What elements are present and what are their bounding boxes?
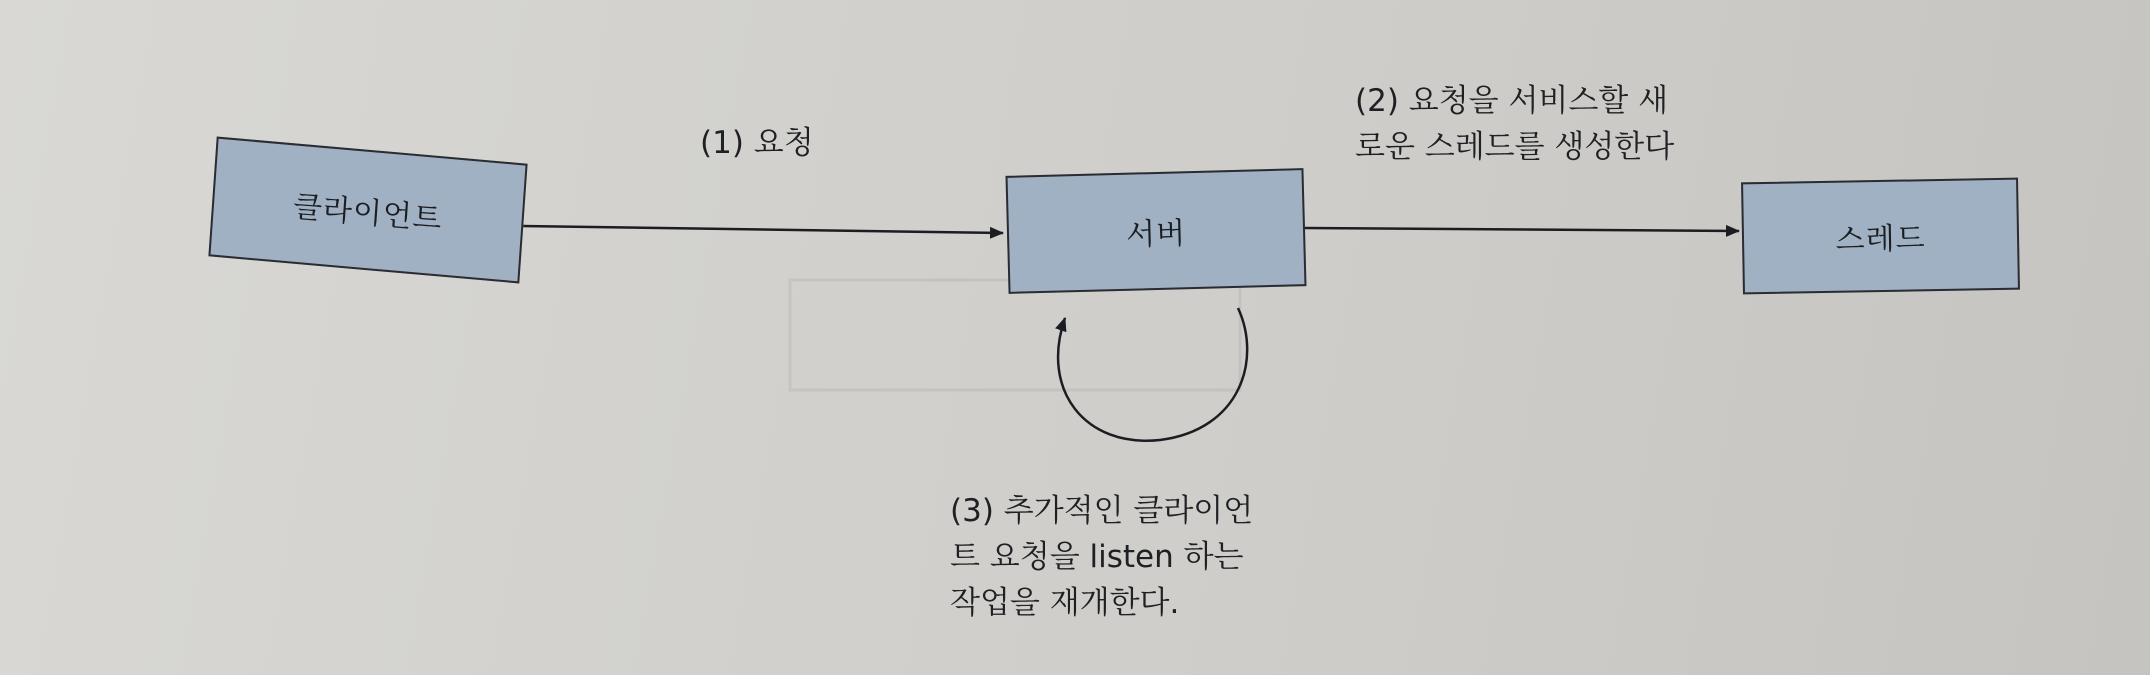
edge-server-to-thread — [1305, 228, 1739, 231]
edge-label-new-thread-line1: (2) 요청을 서비스할 새 — [1355, 83, 1669, 119]
thread-node-label: 스레드 — [1835, 221, 1926, 258]
bleed-through-rect — [790, 280, 1240, 390]
edge-label-listen-line2: 트 요청을 listen 하는 — [950, 539, 1244, 575]
edge-label-new-thread-line2: 로운 스레드를 생성한다 — [1355, 129, 1675, 165]
server-node-label: 서버 — [1125, 216, 1187, 253]
client-node-label: 클라이언트 — [291, 189, 444, 238]
edge-label-listen-line1: (3) 추가적인 클라이언 — [950, 493, 1254, 529]
thread-node — [1741, 178, 2020, 295]
edge-server-loop — [1058, 308, 1247, 441]
edge-label-request — [700, 120, 814, 166]
server-node — [1006, 168, 1307, 294]
edge-client-to-server — [522, 226, 1003, 233]
edge-label-listen-line3: 작업을 재개한다. — [950, 585, 1180, 621]
edge-label-new-thread — [1355, 78, 1735, 170]
edge-label-request-text: (1) 요청 — [700, 125, 814, 161]
edge-label-listen — [950, 488, 1330, 626]
